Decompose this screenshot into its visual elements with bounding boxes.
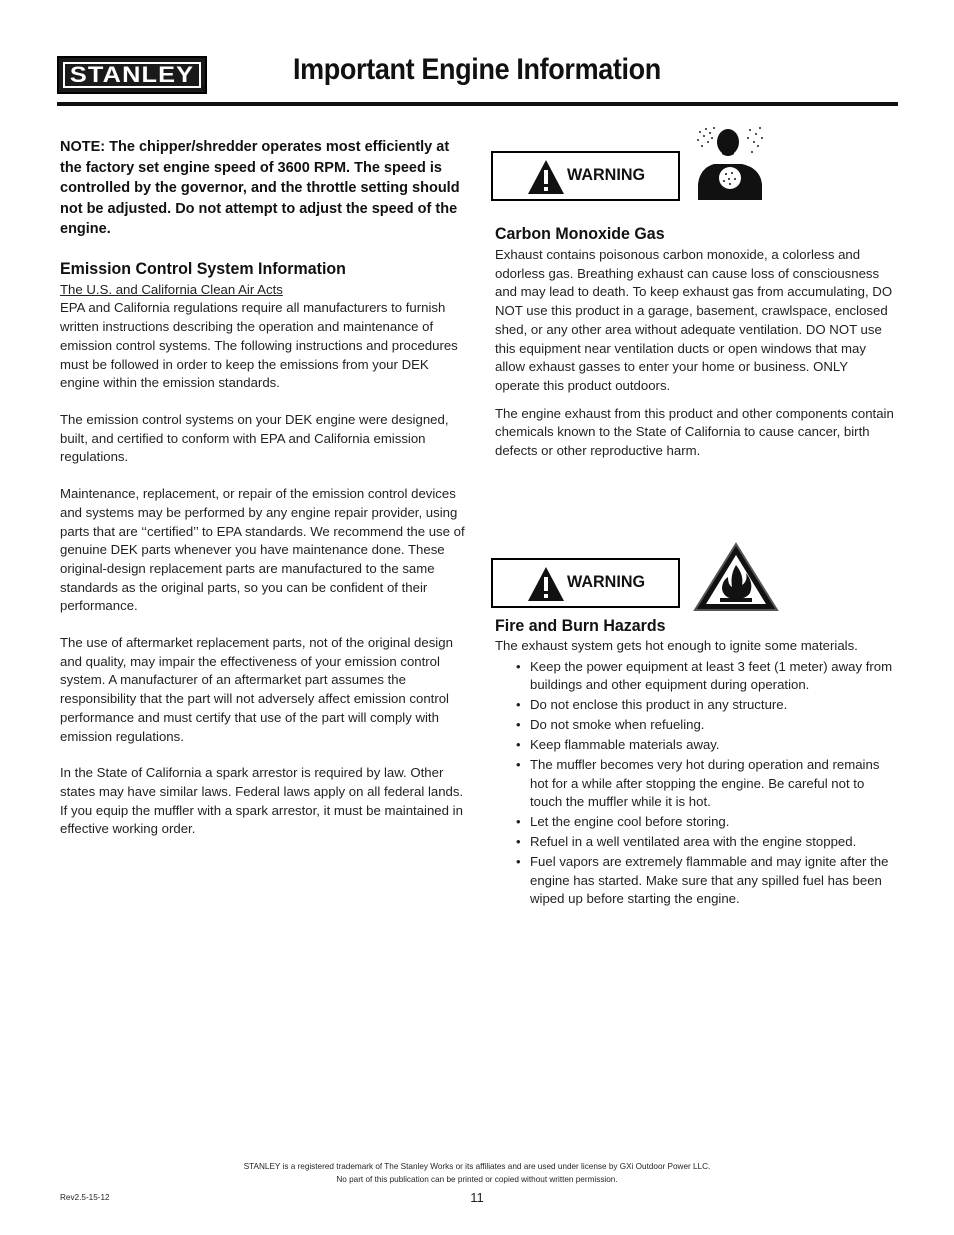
fire-bullet-list	[495, 658, 895, 909]
emission-paragraph-3: Maintenance, replacement, or repair of the emission control devices and systems may be performed by any engine repair provider, using parts that are ‘‘certified’’ to EPA standards. We recommend the use of genuine DEK parts whenever you have maintenance done. These original-design replacement parts are manufactured to the same standards as the original parts, so you can be confident of their performance.	[60, 486, 465, 614]
list-item: • Keep the power equipment at least 3 feet (1 meter) away from buildings and other equipment during operation.	[495, 658, 895, 695]
right-column	[495, 120, 895, 461]
list-item: • Do not enclose this product in any structure.	[495, 696, 895, 715]
logo-text: STANLEY	[69, 62, 195, 87]
carbon-monoxide-paragraph-2: The engine exhaust from this product and other components contain chemicals known to the State of California to cause cancer, birth defects or other reproductive harm.	[495, 405, 894, 459]
flammable-hazard-icon	[692, 541, 780, 613]
registered-mark: ®	[202, 86, 208, 93]
revision-code: Rev2.5-15-12	[60, 1193, 110, 1202]
fire-intro: The exhaust system gets hot enough to ignite some materials.	[495, 638, 858, 653]
warning-label: WARNING	[567, 572, 646, 591]
clean-air-acts-subheading: The U.S. and California Clean Air Acts	[60, 281, 283, 297]
warning-triangle-icon	[527, 566, 565, 602]
engine-speed-note: NOTE: The chipper/shredder operates most efficiently at the factory set engine speed of 3600 RPM. The speed is controlled by the governor, and the throttle setting should not be adjusted. Do not attempt to adjust the speed of the engine.	[60, 139, 460, 238]
emission-paragraph-5: In the State of California a spark arrestor is required by law. Other states may have similar laws. Federal laws apply on all federal lands. If you equip the muffler with a spark arrestor, it must be maintained in effective working order.	[60, 765, 464, 837]
emission-paragraph-1: EPA and California regulations require all manufacturers to furnish written instructions describing the operation and maintenance of emission control systems. The following instructions and procedures must be followed in order to keep the emissions from your DEK engine within the emission standards.	[60, 300, 458, 391]
list-item: • Refuel in a well ventilated area with the engine stopped.	[495, 833, 895, 852]
copyright-notice: No part of this publication can be printed or copied without written permission.	[336, 1175, 618, 1184]
emission-paragraph-4: The use of aftermarket replacement parts, not of the original design and quality, may impair the effectiveness of your emission control system. A manufacturer of an aftermarket part assumes the responsibility that the part will not adversely affect emission control performance and must certify that use of the part will comply with emission regulations.	[60, 635, 453, 744]
left-column	[60, 137, 465, 839]
list-item: • Let the engine cool before storing.	[495, 813, 895, 832]
header-divider	[57, 102, 898, 106]
emission-paragraph-2: The emission control systems on your DEK engine were designed, built, and certified to conform with EPA and California emission regulations.	[60, 411, 449, 465]
fire-section	[495, 616, 895, 910]
warning-box-fire	[491, 558, 680, 608]
warning-label: WARNING	[567, 165, 646, 184]
carbon-monoxide-heading: Carbon Monoxide Gas	[495, 224, 665, 243]
list-item: • The muffler becomes very hot during operation and remains hot for a while after stopping the engine. Be careful not to touch the muffler while it is hot.	[495, 756, 895, 812]
emission-heading: Emission Control System Information	[60, 258, 346, 278]
stanley-logo	[57, 56, 211, 96]
carbon-monoxide-paragraph-1: Exhaust contains poisonous carbon monoxide, a colorless and odorless gas. Breathing exhaust can cause loss of consciousness and may lead to death. To keep exhaust gas from accumulating, DO NOT use this product in a garage, basement, crawlspace, enclosed shed, or any other area without adequate ventilation. DO NOT use this equipment near ventilation ducts or open windows that may allow exhaust gasses to enter your home or business. ONLY operate this product outdoors.	[495, 247, 893, 393]
trademark-notice: STANLEY is a registered trademark of The Stanley Works or its affiliates and are used under license by GXi Outdoor Power LLC.	[243, 1162, 711, 1171]
list-item: • Fuel vapors are extremely flammable and may ignite after the engine has started. Make sure that any spilled fuel has been wiped up before starting the engine.	[495, 853, 895, 909]
fire-heading: Fire and Burn Hazards	[495, 616, 666, 635]
page-number: 11	[470, 1190, 484, 1205]
list-item: • Keep flammable materials away.	[495, 736, 895, 755]
list-item: • Do not smoke when refueling.	[495, 716, 895, 735]
page-title: Important Engine Information	[293, 53, 661, 86]
